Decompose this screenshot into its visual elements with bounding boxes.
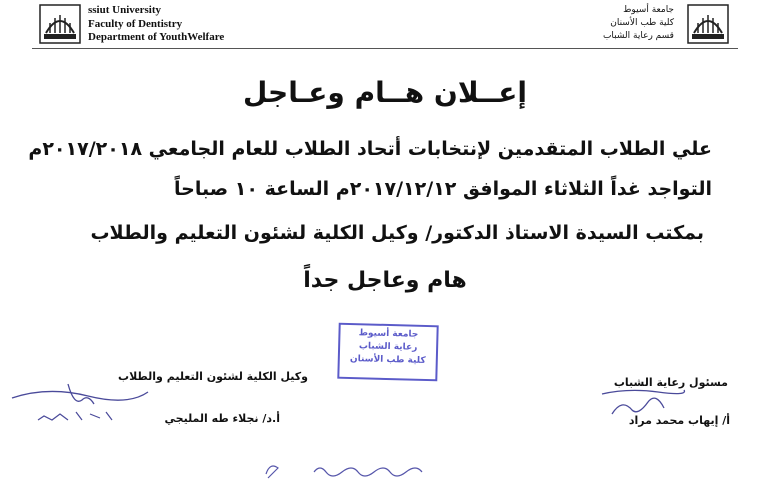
- stamp-line: كلية طب الأسنان: [349, 354, 426, 366]
- signature-left-title: وكيل الكلية لشئون التعليم والطلاب: [118, 370, 308, 383]
- handwritten-note-bottom: [262, 460, 442, 480]
- urgent-note: هام وعاجل جداً: [303, 268, 467, 293]
- header-arabic: [603, 4, 674, 43]
- announcement-line: بمكتب السيدة الاستاذ الدكتور/ وكيل الكلية لشئون التعليم والطلاب: [90, 222, 704, 244]
- header-english-line: ssiut University: [88, 4, 162, 16]
- stamp-line: رعاية الشباب: [358, 341, 418, 353]
- official-stamp: [337, 323, 438, 382]
- header-english: [88, 4, 224, 45]
- header-arabic-line: قسم رعاية الشباب: [602, 31, 674, 41]
- header-divider: [32, 48, 738, 49]
- signature-right-name: أ/ إيهاب محمد مراد: [628, 414, 730, 427]
- announcement-line: التواجد غداً الثلاثاء الموافق ٢٠١٧/١٢/١٢م الساعة ١٠ صباحاً: [174, 178, 712, 200]
- header-english-line: Faculty of Dentistry: [88, 17, 183, 30]
- handwritten-signature-right: [598, 384, 688, 420]
- handwritten-signature-left: [8, 376, 158, 426]
- header-arabic-line: جامعة أسيوط: [623, 5, 674, 15]
- university-logo-icon: [686, 3, 730, 45]
- announcement-line: علي الطلاب المتقدمين لإنتخابات أتحاد الطلاب للعام الجامعي ٢٠١٧/٢٠١٨م: [28, 138, 712, 160]
- university-logo-icon: [38, 3, 82, 45]
- announcement-title: إعــلان هــام وعـاجل: [243, 76, 527, 109]
- stamp-line: جامعة أسيوط: [358, 328, 419, 340]
- header-english-line: Department of YouthWelfare: [88, 31, 225, 43]
- signature-left-name: أ.د/ نجلاء طه المليجي: [164, 412, 280, 425]
- header-arabic-line: كلية طب الأسنان: [610, 18, 674, 28]
- signature-right-title: مسئول رعاية الشباب: [613, 376, 728, 389]
